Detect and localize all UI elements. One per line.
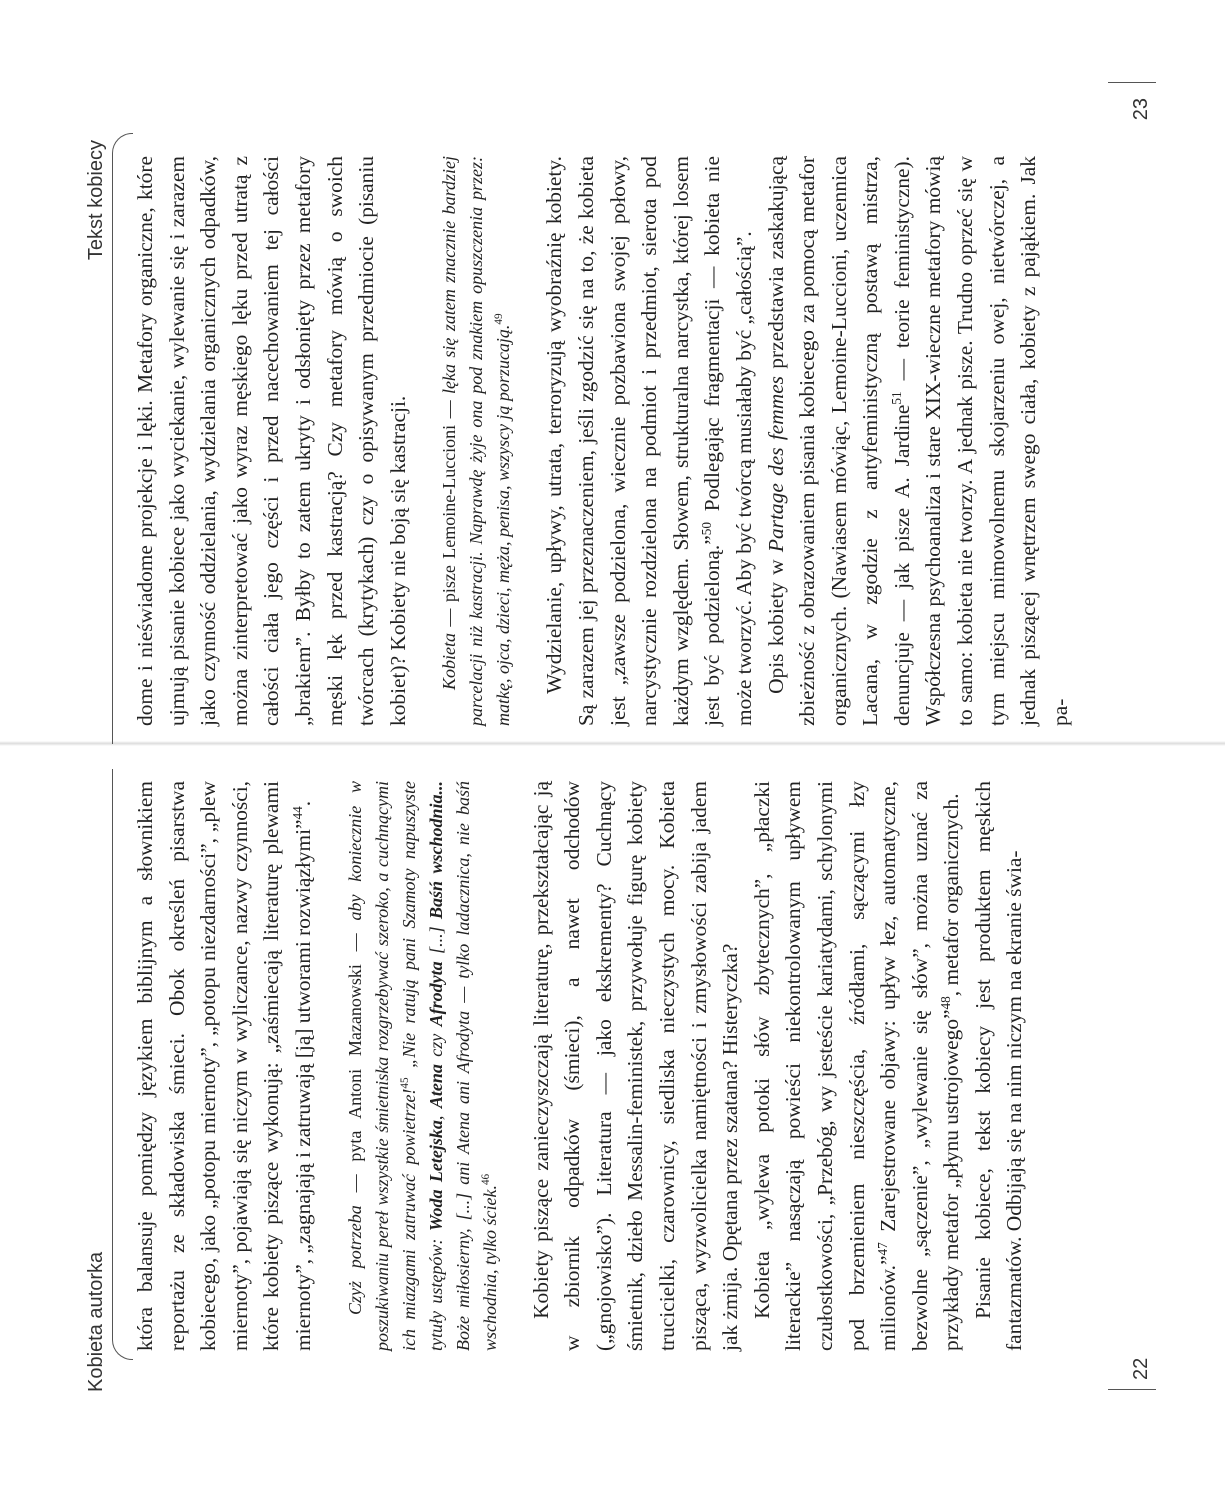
paragraph <box>130 781 320 1351</box>
paragraph-text: Kobieta „wylewa potoki słów zbytecznych”, „płaczki literackie” nasączają powieści niekontrolowanym upływem czułostkowości, „Przebóg, wy jesteście kariatydami, schylonymi pod brzemieniem nieszczęścia, źródłami, sączącymi łzy milionów.” <box>749 781 901 1351</box>
paragraph-text: , metafor organicznych. <box>939 793 964 997</box>
quote-text: aby koniecznie w poszukiwaniu pereł wszystkie śmietniska rozgrzebywać szeroko, a cuchnącymi ich miazgami zatruwać powietrze! <box>344 781 419 1351</box>
footnote-ref: 46 <box>479 1173 492 1186</box>
paragraph-text: Kobiety piszące zanieczyszczają literaturę, przekształcając ją w zbiornik odpadków (śmieci), a nawet odchodów („gnojowisko”). Literatura — jako ekskrementy? Cuchnący śmietnik, dzieło Messalin-feministek, przywołuje figurę kobiety trucicielki, czarownicy, siedliska nieczystych mocy. Kobieta pisząca, wyzwolicielka namiętności i zmysłowości zabija jadem jak żmija. Opętana przez szatana? Histeryczka? <box>528 781 743 1351</box>
paragraph <box>761 156 1077 726</box>
paragraph <box>747 781 968 1351</box>
block-quote <box>436 156 517 726</box>
quote-text: [...] <box>425 918 446 962</box>
quote-bold-title: Woda Letejska <box>425 1120 446 1232</box>
quote-bold-title: Afrodyta <box>425 961 446 1027</box>
paragraph-text: Zarejestrowane objawy: upływ łez, automatyczne, bezwolne „sączenie”, „wylewanie się słów”, można uznać za przykłady metafor „płynu ustrojowego” <box>876 781 964 1351</box>
quote-text: lęka się zatem znacznie bardziej parcelacji niż kastracji. Naprawdę żyje ona pod znakiem opuszczenia przez: matkę, ojca, dzieci, męża, penisa, wszyscy ją porzucają. <box>439 156 514 726</box>
footnote-ref: 47 <box>874 1242 890 1256</box>
footnote-ref: 49 <box>493 313 506 325</box>
paragraph-text: Pisanie kobiece, tekst kobiecy jest produktem męskich fantazmatów. Odbijają się na nim niczym na ekranie świa- <box>970 781 1027 1351</box>
paragraph-text: Wydzielanie, upływy, utrata, terroryzują wyobraźnię kobiety. Są zarazem jej przeznaczeniem, jeśli zgodzić się na to, że kobieta jest „zawsze podzielona, wiecznie pozbawiona swojej połowy, narcystycznie rozdzielona na podmiot i przedmiot, sierota pod każdym względem. Słowem, strukturalna narcystka, której losem jest być podzieloną.” <box>542 156 725 726</box>
page-number-right: 23 <box>1130 98 1152 121</box>
quote-bold-title: Baśń wschodnia... <box>425 781 446 919</box>
paragraph-text: — teorie feministyczne). Współczesna psychoanaliza i stare XIX-wieczne metafory mówią to samo: kobieta nie tworzy. A jednak pisze. Trudno oprzeć się w tym miejscu mimowolnemu skojarzeniu owej, nietwórczej, a jednak piszącej wnętrzem swego ciała, kobiety z pająkiem. Jak pa- <box>889 155 1072 726</box>
paragraph-text: . <box>290 800 315 807</box>
running-head-right: Tekst kobiecy <box>85 140 107 261</box>
text-column-left <box>130 781 1031 1351</box>
page-number-rule-right <box>1108 82 1156 83</box>
page-number-rule-left <box>1108 1389 1156 1390</box>
paragraph-text: przedstawia zaskakującą zbieżność z obrazowaniem pisania kobiecego za pomocą metafor organicznych. (Nawiasem mówiąc, Lemoine-Luccioni, uczennica Lacana, w zgodzie z antyfeministyczną postawą mistrza, denuncjuje — jak pisze A. Jardine <box>763 155 914 726</box>
quote-text: Boże miłosierny, [...] ani Atena ani Afrodyta — tylko ladacznica, nie baśń wschodnia, tylko ściek. <box>452 781 500 1351</box>
page-number-left: 22 <box>1130 1357 1152 1380</box>
quote-text: „Nie ratują pani Szamoty napuszyste tytuły ustępów: <box>398 781 446 1351</box>
quote-text: Czyż potrzeba <box>344 1205 365 1315</box>
text-column-right <box>130 156 1076 726</box>
quote-attribution: — pisze Lemoine-Luccioni — <box>439 393 460 633</box>
paragraph <box>130 156 414 726</box>
running-head-left: Kobieta autorka <box>85 1251 107 1392</box>
paragraph-text: dome i nieświadome projekcje i lęki. Metafory organiczne, które ujmują pisanie kobiece jako wyciekanie, wylewanie się i zarazem jako czynność oddzielania, wydzielania organicznych odpadków, można zinterpretować jako wyraz męskiego lęku przed utratą z całości ciała jego części i przed nacechowaniem tej całości „brakiem”. Byłby to zatem ukryty i odsłonięty przez metafory męski lęk przed kastracją? Czy metafory mówią o swoich twórcach (krytykach) czy o opisywanym przedmiocie (pisaniu kobiet)? Kobiety nie boją się kastracji. <box>133 156 410 726</box>
paragraph <box>526 781 747 1351</box>
block-quote <box>342 781 504 1351</box>
paragraph-text: która balansuje pomiędzy językiem biblijnym a słownikiem reportażu ze składowiska śmieci. Obok określeń pisarstwa kobiecego, jako „potopu miernoty”, „potopu niezdarności”, „plew miernoty”, pojawiają się niczym w wyliczance, nazwy czynności, które kobiety piszące wykonują: „zaśmiecają literaturę plewami miernoty”, „zagnajają i zatruwają [ją] utworami rozwiązłymi” <box>133 781 315 1351</box>
paragraph <box>539 156 760 726</box>
quote-text: czy <box>425 1026 446 1065</box>
footnote-ref: 44 <box>289 806 305 820</box>
book-title: Partage des femmes <box>763 375 788 553</box>
footnote-ref: 45 <box>398 1077 411 1089</box>
quote-text: Kobieta <box>439 633 460 690</box>
footnote-ref: 50 <box>699 522 715 536</box>
paragraph-text: Podlegając fragmentacji — kobieta nie może tworzyć. Aby być twórcą musiałaby być „całością”. <box>700 156 756 726</box>
left-page <box>0 744 1225 1488</box>
quote-attribution: — pyta Antoni Mazanowski — <box>344 920 365 1206</box>
paragraph-text: Opis kobiety w <box>763 552 788 694</box>
quote-bold-title: Atena <box>425 1064 446 1109</box>
footnote-ref: 51 <box>888 391 904 405</box>
footnote-ref: 48 <box>938 996 954 1010</box>
paragraph <box>968 781 1031 1351</box>
quote-text: , <box>425 1108 446 1121</box>
